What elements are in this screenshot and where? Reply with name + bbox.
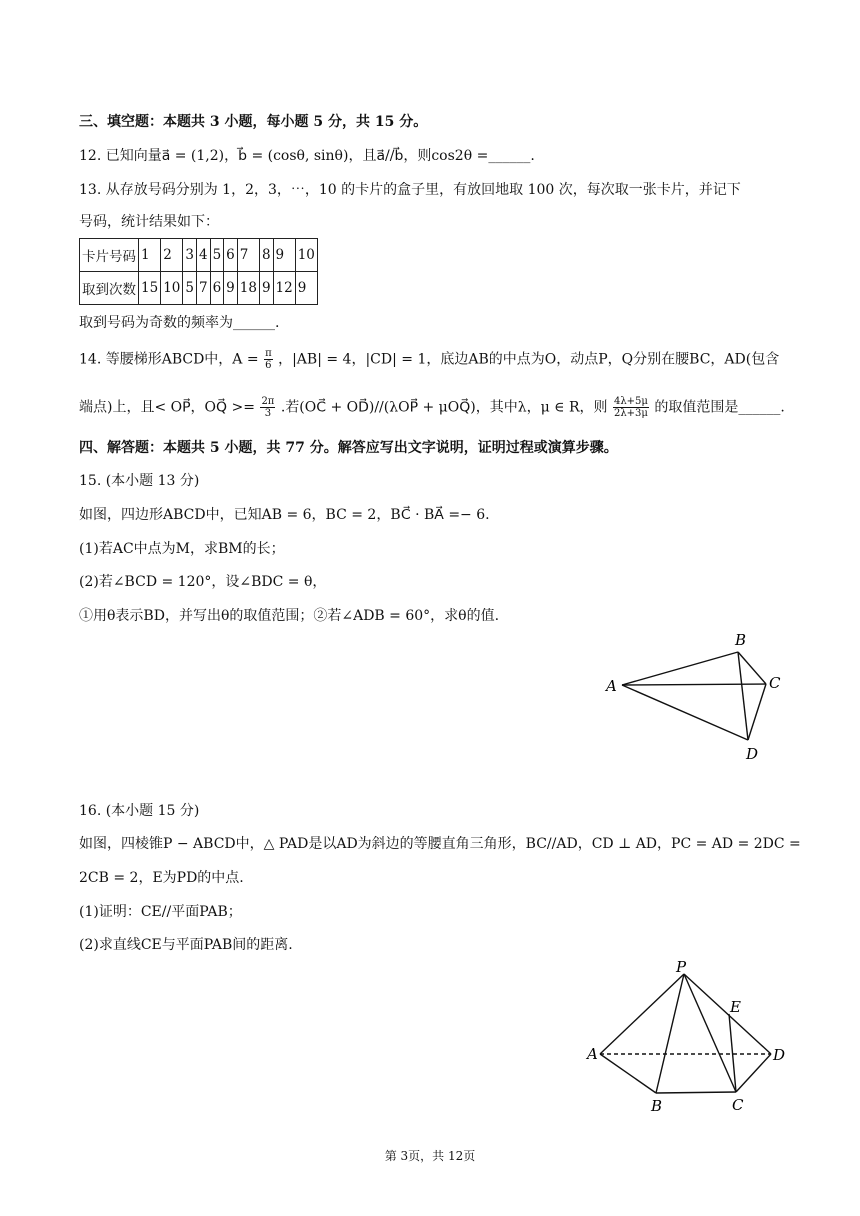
vertex-label-p: P bbox=[676, 958, 687, 976]
fraction-numerator: 2π bbox=[261, 396, 275, 407]
angle-fraction bbox=[260, 396, 275, 419]
q14-text-d: .若(OC⃗ + OD⃗)//(λOP⃗ + μOQ⃗)，其中λ，μ ∈ R，则 bbox=[280, 399, 608, 416]
question-14-line1 bbox=[79, 348, 779, 371]
q14-text-a: 14. 等腰梯形ABCD中，A = bbox=[79, 351, 259, 368]
table-cell: 10 bbox=[295, 239, 317, 272]
table-cell: 7 bbox=[196, 272, 210, 305]
edge-ad bbox=[622, 685, 748, 740]
pyramid-figure bbox=[584, 956, 794, 1116]
table-row bbox=[80, 239, 318, 272]
question-13-line3: 取到号码为奇数的频率为______. bbox=[79, 315, 280, 331]
question-15-line1: 如图，四边形ABCD中，已知AB = 6，BC = 2，BC⃗ · BA⃗ =− 6. bbox=[79, 507, 490, 523]
edge-ab bbox=[622, 652, 738, 685]
edge-bc bbox=[738, 652, 766, 684]
question-15-part1: (1)若AC中点为M，求BM的长； bbox=[79, 541, 285, 557]
page-footer: 第 3页，共 12页 bbox=[384, 1149, 476, 1163]
question-15-subparts: ①用θ表示BD，并写出θ的取值范围；②若∠ADB = 60°，求θ的值. bbox=[79, 608, 500, 624]
edge-pd bbox=[684, 974, 771, 1054]
question-16-part2: (2)求直线CE与平面PAB间的距离. bbox=[79, 937, 293, 953]
vertex-label-b: B bbox=[651, 1097, 663, 1115]
edge-pb bbox=[656, 974, 684, 1093]
question-16-part1: (1)证明：CE//平面PAB； bbox=[79, 904, 242, 920]
table-cell: 12 bbox=[273, 272, 295, 305]
edge-cd bbox=[748, 684, 766, 740]
q14-text-b: ，|AB| = 4，|CD| = 1，底边AB的中点为O，动点P，Q分别在腰BC，AD(包含 bbox=[278, 351, 780, 368]
table-cell: 6 bbox=[224, 239, 238, 272]
vertex-label-a: A bbox=[587, 1045, 598, 1063]
fraction-denominator: 6 bbox=[265, 360, 272, 371]
question-15-title: 15. (本小题 13 分) bbox=[79, 473, 200, 489]
vertex-label-d: D bbox=[773, 1046, 786, 1064]
edge-pc bbox=[684, 974, 736, 1092]
table-cell: 15 bbox=[139, 272, 161, 305]
table-cell: 9 bbox=[273, 239, 295, 272]
edge-bc bbox=[656, 1092, 736, 1093]
section-4-heading: 四、解答题：本题共 5 小题，共 77 分。解答应写出文字说明，证明过程或演算步骤。 bbox=[79, 440, 618, 456]
pi-over-6-fraction bbox=[264, 348, 273, 371]
question-16-line1: 如图，四棱锥P − ABCD中，△ PAD是以AD为斜边的等腰直角三角形，BC//AD，CD ⊥ AD，PC = AD = 2DC = bbox=[79, 836, 801, 852]
vertex-label-b: B bbox=[735, 631, 747, 649]
edge-pa bbox=[600, 974, 684, 1054]
table-cell: 4 bbox=[196, 239, 210, 272]
segment-ce bbox=[729, 1014, 736, 1092]
edge-bd bbox=[738, 652, 748, 740]
vertex-label-a: A bbox=[606, 677, 617, 695]
q14-text-c: 端点)上，且< OP⃗，OQ⃗ >= bbox=[79, 399, 255, 416]
table-cell: 5 bbox=[210, 239, 224, 272]
vertex-label-c: C bbox=[732, 1096, 744, 1114]
table-row bbox=[80, 272, 318, 305]
edge-ac bbox=[622, 684, 766, 685]
frequency-table bbox=[79, 238, 318, 305]
table-cell: 3 bbox=[183, 239, 197, 272]
table-cell: 9 bbox=[259, 272, 273, 305]
table-row-label: 取到次数 bbox=[80, 272, 139, 305]
question-12: 12. 已知向量a⃗ = (1,2)，b⃗ = (cosθ, sinθ)，且a⃗//b⃗，则cos2θ =______. bbox=[79, 148, 535, 164]
table-cell: 7 bbox=[237, 239, 259, 272]
table-cell: 5 bbox=[183, 272, 197, 305]
quadrilateral-figure bbox=[596, 628, 796, 768]
table-cell: 9 bbox=[295, 272, 317, 305]
q14-text-e: 的取值范围是______. bbox=[654, 399, 785, 416]
edge-cd bbox=[736, 1054, 771, 1092]
table-cell: 2 bbox=[161, 239, 183, 272]
question-16-title: 16. (本小题 15 分) bbox=[79, 803, 200, 819]
ratio-fraction bbox=[613, 396, 649, 419]
edge-ab bbox=[600, 1054, 656, 1093]
question-13-line2: 号码，统计结果如下： bbox=[79, 214, 219, 230]
fraction-numerator: 4λ+5μ bbox=[613, 396, 648, 407]
table-cell: 10 bbox=[161, 272, 183, 305]
vertex-label-c: C bbox=[769, 674, 781, 692]
fraction-numerator: π bbox=[265, 348, 272, 359]
question-15-part2: (2)若∠BCD = 120°，设∠BDC = θ， bbox=[79, 574, 327, 590]
table-cell: 9 bbox=[224, 272, 238, 305]
vertex-label-e: E bbox=[730, 998, 741, 1016]
question-14-line2 bbox=[79, 396, 785, 419]
table-cell: 8 bbox=[259, 239, 273, 272]
table-cell: 18 bbox=[237, 272, 259, 305]
vertex-label-d: D bbox=[746, 745, 759, 763]
table-row-label: 卡片号码 bbox=[80, 239, 139, 272]
fraction-denominator: 3 bbox=[264, 408, 272, 419]
table-cell: 1 bbox=[139, 239, 161, 272]
fraction-denominator: 2λ+3μ bbox=[613, 408, 648, 419]
section-3-heading: 三、填空题：本题共 3 小题，每小题 5 分，共 15 分。 bbox=[79, 114, 428, 130]
question-13-line1: 13. 从存放号码分别为 1，2，3，⋯，10 的卡片的盒子里，有放回地取 100 次，每次取一张卡片，并记下 bbox=[79, 182, 741, 198]
table-cell: 6 bbox=[210, 272, 224, 305]
question-16-line2: 2CB = 2，E为PD的中点. bbox=[79, 870, 244, 886]
